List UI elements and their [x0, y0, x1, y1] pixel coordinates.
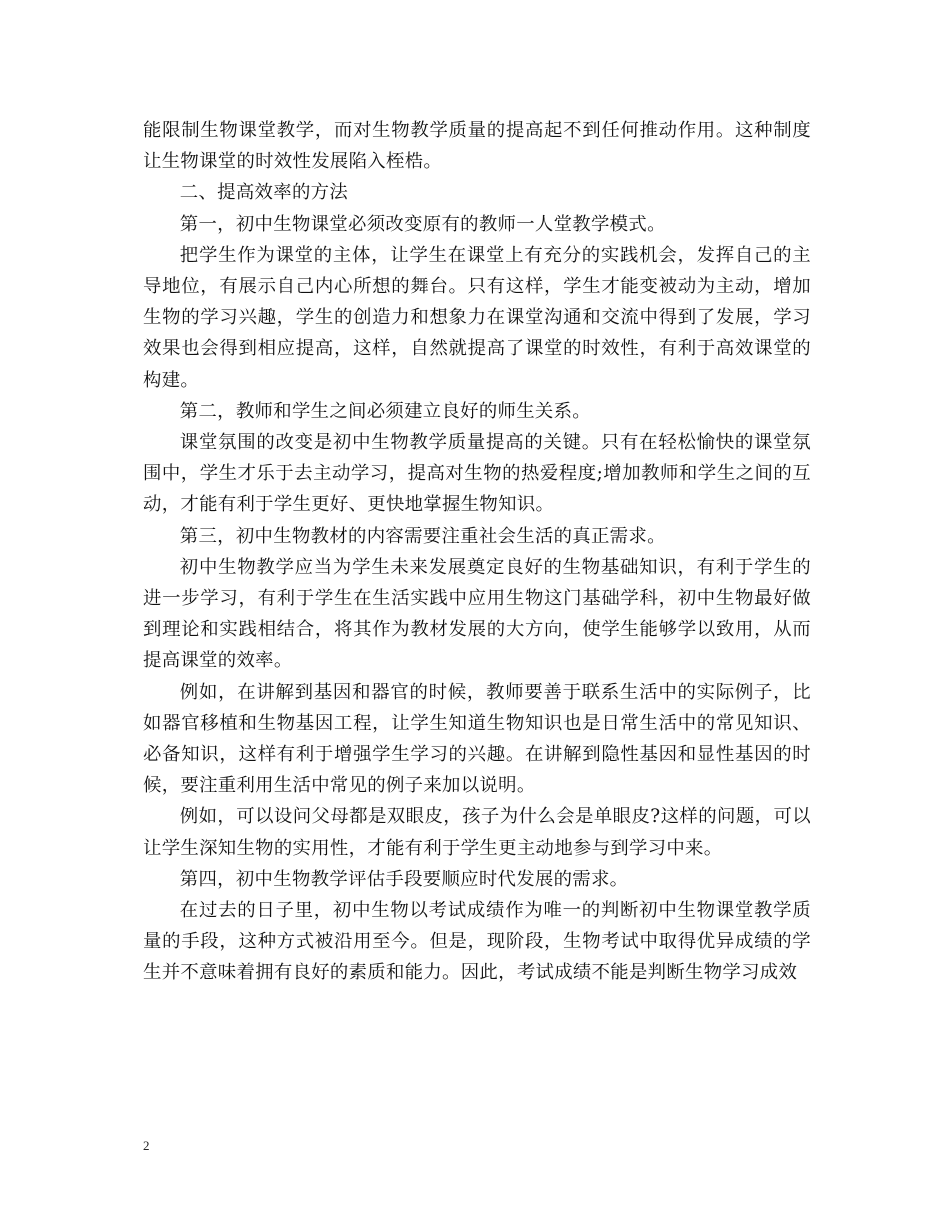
paragraph: 在过去的日子里，初中生物以考试成绩作为唯一的判断初中生物课堂教学质量的手段，这种方式被沿用至今。但是，现阶段，生物考试中取得优异成绩的学生并不意味着拥有良好的素质和能力。因此，考试成绩不能是判断生物学习成效 [143, 900, 811, 984]
paragraph: 例如，可以设问父母都是双眼皮，孩子为什么会是单眼皮?这样的问题，可以让学生深知生物的实用性，才能有利于学生更主动地参与到学习中来。 [143, 806, 811, 859]
point-two-heading: 第二，教师和学生之间必须建立良好的师生关系。 [179, 400, 591, 422]
section-heading: 二、提高效率的方法 [179, 182, 349, 204]
paragraph-continuation: 能限制生物课堂教学，而对生物教学质量的提高起不到任何推动作用。这种制度让生物课堂的时效性发展陷入桎梏。 [143, 120, 811, 173]
body-text [143, 115, 811, 989]
paragraph: 例如，在讲解到基因和器官的时候，教师要善于联系生活中的实际例子，比如器官移植和生物基因工程，让学生知道生物知识也是日常生活中的常见知识、必备知识，这样有利于增强学生学习的兴趣。在讲解到隐性基因和显性基因的时候，要注重利用生活中常见的例子来加以说明。 [143, 681, 811, 797]
point-three-heading: 第三，初中生物教材的内容需要注重社会生活的真正需求。 [179, 525, 666, 547]
paragraph: 课堂氛围的改变是初中生物教学质量提高的关键。只有在轻松愉快的课堂氛围中，学生才乐于去主动学习，提高对生物的热爱程度;增加教师和学生之间的互动，才能有利于学生更好、更快地掌握生物知识。 [143, 432, 811, 516]
paragraph: 把学生作为课堂的主体，让学生在课堂上有充分的实践机会，发挥自己的主导地位，有展示自己内心所想的舞台。只有这样，学生才能变被动为主动，增加生物的学习兴趣，学生的创造力和想象力在课堂沟通和交流中得到了发展，学习效果也会得到相应提高，这样，自然就提高了课堂的时效性，有利于高效课堂的构建。 [143, 244, 811, 391]
paragraph: 初中生物教学应当为学生未来发展奠定良好的生物基础知识，有利于学生的进一步学习，有利于学生在生活实践中应用生物这门基础学科，初中生物最好做到理论和实践相结合，将其作为教材发展的大方向，使学生能够学以致用，从而提高课堂的效率。 [143, 556, 811, 672]
point-four-heading: 第四，初中生物教学评估手段要顺应时代发展的需求。 [179, 868, 629, 890]
point-one-heading: 第一，初中生物课堂必须改变原有的教师一人堂教学模式。 [179, 213, 666, 235]
page-number: 2 [143, 1138, 150, 1153]
